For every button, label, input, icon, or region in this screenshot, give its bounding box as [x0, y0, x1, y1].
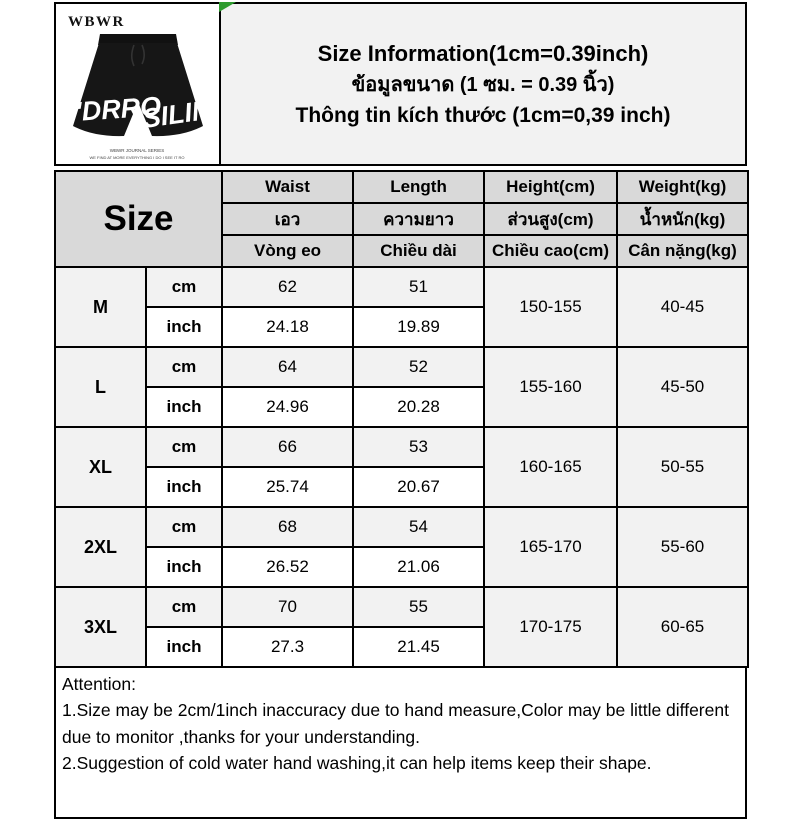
length-inch: 19.89	[353, 307, 484, 347]
unit-inch: inch	[146, 387, 222, 427]
size-label-M: M	[55, 267, 146, 347]
length-inch: 21.06	[353, 547, 484, 587]
unit-cm: cm	[146, 507, 222, 547]
weight-range: 40-45	[617, 267, 748, 347]
size-table-header	[55, 171, 748, 267]
header-weight: Weight(kg)	[617, 171, 748, 203]
product-image	[54, 2, 221, 166]
length-cm: 55	[353, 587, 484, 627]
size-label-L: L	[55, 347, 146, 427]
header-length-vi: Chiều dài	[353, 235, 484, 267]
weight-range: 50-55	[617, 427, 748, 507]
waist-cm: 68	[222, 507, 353, 547]
unit-cm: cm	[146, 587, 222, 627]
brand-text: WBWR	[68, 14, 125, 30]
length-cm: 53	[353, 427, 484, 467]
shorts-graphic	[56, 4, 219, 164]
header-waist-th: เอว	[222, 203, 353, 235]
waist-cm: 64	[222, 347, 353, 387]
shorts-text-left: 'DRRO	[74, 91, 163, 127]
weight-range: 55-60	[617, 507, 748, 587]
height-range: 155-160	[484, 347, 617, 427]
shorts-silhouette	[73, 34, 214, 136]
length-inch: 21.45	[353, 627, 484, 667]
unit-inch: inch	[146, 547, 222, 587]
size-info-sheet	[54, 0, 747, 819]
unit-cm: cm	[146, 267, 222, 307]
size-row-3XL-cm	[55, 587, 748, 627]
size-row-L-cm	[55, 347, 748, 387]
waist-inch: 24.96	[222, 387, 353, 427]
waist-cm: 62	[222, 267, 353, 307]
length-inch: 20.67	[353, 467, 484, 507]
weight-range: 45-50	[617, 347, 748, 427]
length-cm: 51	[353, 267, 484, 307]
corner-accent-icon	[219, 2, 236, 12]
shorts-text-right: SILIN	[140, 94, 214, 134]
header-height: Height(cm)	[484, 171, 617, 203]
title-english: Size Information(1cm=0.39inch)	[317, 40, 649, 66]
waist-cm: 66	[222, 427, 353, 467]
header-length: Length	[353, 171, 484, 203]
waist-cm: 70	[222, 587, 353, 627]
size-row-2XL-cm	[55, 507, 748, 547]
height-range: 170-175	[484, 587, 617, 667]
attention-note-2: 2.Suggestion of cold water hand washing,it can help items keep their shape.	[62, 752, 652, 773]
length-cm: 52	[353, 347, 484, 387]
title-vietnamese: Thông tin kích thước (1cm=0,39 inch)	[295, 103, 671, 127]
size-label-XL: XL	[55, 427, 146, 507]
fine-print-line2: WE FIND AT MORE EVERYTHING I DO I SEE IT RO	[89, 155, 185, 160]
waist-inch: 26.52	[222, 547, 353, 587]
size-label-2XL: 2XL	[55, 507, 146, 587]
unit-inch: inch	[146, 467, 222, 507]
unit-inch: inch	[146, 627, 222, 667]
waist-inch: 25.74	[222, 467, 353, 507]
unit-inch: inch	[146, 307, 222, 347]
size-table	[54, 170, 749, 668]
length-cm: 54	[353, 507, 484, 547]
header-waist: Waist	[222, 171, 353, 203]
title-thai: ข้อมูลขนาด (1 ซม. = 0.39 นิ้ว)	[351, 73, 615, 96]
height-range: 160-165	[484, 427, 617, 507]
height-range: 165-170	[484, 507, 617, 587]
waist-inch: 24.18	[222, 307, 353, 347]
size-row-M-cm	[55, 267, 748, 307]
attention-note-1: 1.Size may be 2cm/1inch inaccuracy due to hand measure,Color may be little different due to monitor ,thanks for your understanding.	[62, 700, 729, 747]
header-length-th: ความยาว	[353, 203, 484, 235]
weight-range: 60-65	[617, 587, 748, 667]
unit-cm: cm	[146, 427, 222, 467]
header-waist-vi: Vòng eo	[222, 235, 353, 267]
size-row-XL-cm	[55, 427, 748, 467]
unit-cm: cm	[146, 347, 222, 387]
fine-print-line1: WBWR JOURNAL SERIES	[109, 148, 165, 153]
header-row-english	[55, 171, 748, 203]
title-box	[219, 2, 747, 166]
attention-heading: Attention:	[62, 674, 136, 694]
header-height-th: ส่วนสูง(cm)	[484, 203, 617, 235]
size-table-body	[55, 267, 748, 667]
header-weight-th: น้ำหนัก(kg)	[617, 203, 748, 235]
waist-inch: 27.3	[222, 627, 353, 667]
height-range: 150-155	[484, 267, 617, 347]
attention-box	[54, 666, 747, 819]
length-inch: 20.28	[353, 387, 484, 427]
size-header-cell: Size	[55, 171, 222, 267]
header-height-vi: Chiều cao(cm)	[484, 235, 617, 267]
header-weight-vi: Cân nặng(kg)	[617, 235, 748, 267]
size-label-3XL: 3XL	[55, 587, 146, 667]
top-section	[54, 2, 747, 166]
